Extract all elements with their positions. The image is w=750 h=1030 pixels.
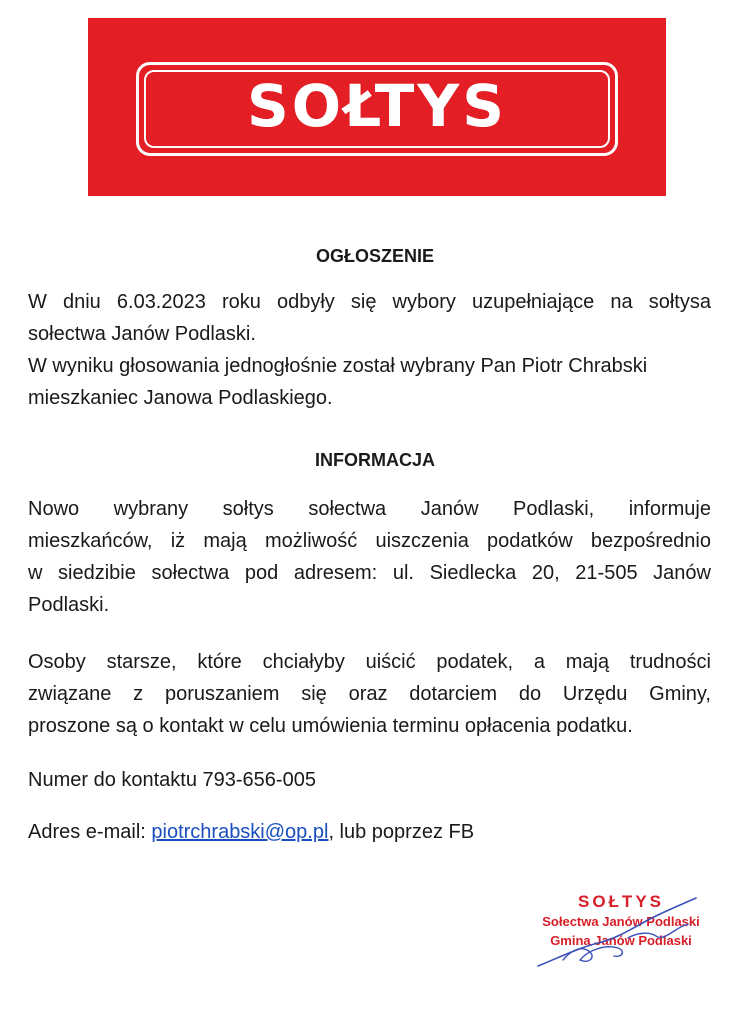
text-line: związane z poruszaniem się oraz dotarciem do Urzędu Gminy, (28, 683, 711, 705)
information-heading: INFORMACJA (315, 450, 435, 470)
banner-title: SOŁTYS (246, 72, 508, 140)
email-suffix: , lub poprzez FB (328, 821, 475, 843)
soltys-banner (88, 18, 666, 196)
contact-email-line (28, 816, 711, 848)
text-line: proszone są o kontakt w celu umówienia terminu opłacenia podatku. (28, 715, 633, 737)
text-line: mieszkańców, iż mają możliwość uiszczenia podatków bezpośrednio (28, 530, 711, 552)
announcement-heading: OGŁOSZENIE (315, 246, 434, 266)
announcement-paragraph (28, 286, 711, 414)
email-link[interactable]: piotrchrabski@op.pl (151, 821, 329, 843)
text-line: w siedzibie sołectwa pod adresem: ul. Siedlecka 20, 21-505 Janów (28, 562, 711, 584)
stamp-line: Gmina Janów Podlaski (550, 933, 692, 948)
stamp-title: SOŁTYS (577, 892, 664, 911)
stamp-line: Sołectwa Janów Podlaski (542, 914, 700, 929)
text-line: Osoby starsze, które chciałyby uiścić podatek, a mają trudności (28, 651, 711, 673)
text-line: W wyniku głosowania jednogłośnie został wybrany Pan Piotr Chrabski (28, 355, 648, 377)
information-paragraph-1 (28, 493, 711, 621)
handwritten-signature (518, 888, 718, 978)
text-line: mieszkaniec Janowa Podlaskiego. (28, 387, 333, 409)
text-line: Podlaski. (28, 594, 110, 616)
text-line: W dniu 6.03.2023 roku odbyły się wybory uzupełniające na sołtysa (28, 291, 711, 313)
email-label: Adres e-mail: (28, 821, 152, 843)
information-paragraph-2 (28, 646, 711, 742)
text-line: Nowo wybrany sołtys sołectwa Janów Podlaski, informuje (28, 498, 711, 520)
text-line: sołectwa Janów Podlaski. (28, 323, 256, 345)
contact-phone: Numer do kontaktu 793-656-005 (28, 769, 316, 791)
